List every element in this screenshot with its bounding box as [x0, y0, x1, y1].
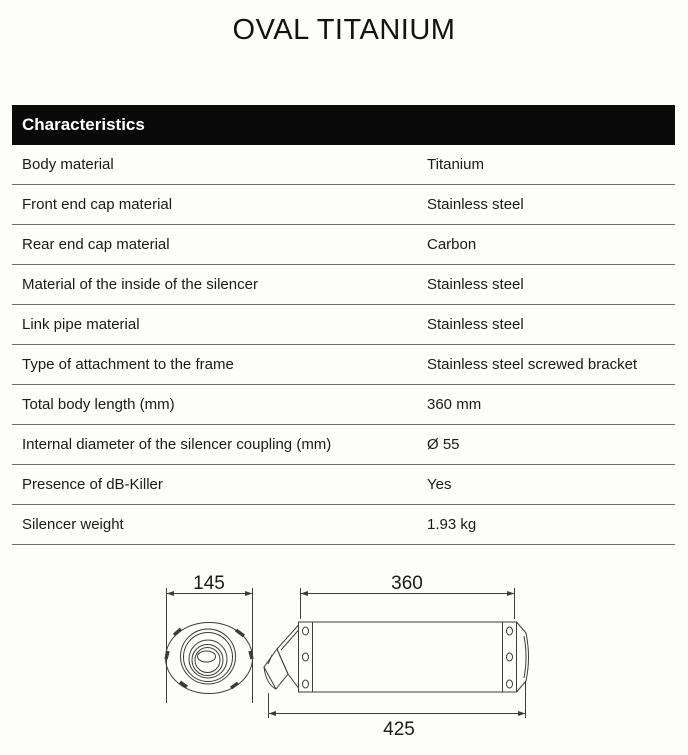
spec-value: Yes: [427, 476, 452, 493]
spec-value: Stainless steel: [427, 196, 524, 213]
spec-value: Stainless steel screwed bracket: [427, 356, 638, 373]
table-row: [12, 185, 675, 225]
spec-label: Internal diameter of the silencer coupling (mm): [22, 436, 332, 453]
spec-value: Stainless steel: [427, 276, 524, 293]
dimension-145-label: 145: [193, 573, 225, 594]
page-title: OVAL TITANIUM: [232, 14, 456, 46]
table-row: [12, 385, 675, 425]
silencer-diagram: [0, 555, 688, 750]
table-row: [12, 465, 675, 505]
spec-label: Type of attachment to the frame: [22, 356, 234, 373]
table-row: [12, 425, 675, 465]
spec-label: Presence of dB-Killer: [22, 476, 163, 493]
silencer-end-view: [166, 623, 253, 694]
spec-value: 360 mm: [427, 396, 482, 413]
table-row: [12, 345, 675, 385]
spec-label: Body material: [22, 156, 114, 173]
spec-label: Silencer weight: [22, 516, 124, 533]
spec-value: Ø 55: [427, 436, 460, 453]
dimension-425: [269, 681, 526, 718]
inlet-cone: [277, 625, 299, 688]
spec-label: Front end cap material: [22, 196, 173, 213]
link-pipe: [264, 649, 288, 689]
table-row: [12, 225, 675, 265]
spec-label: Material of the inside of the silencer: [22, 276, 258, 293]
rivets: [303, 627, 513, 688]
spec-value: Titanium: [427, 156, 484, 173]
table-row: [12, 305, 675, 345]
table-header: Characteristics: [12, 105, 675, 145]
technical-drawing: [0, 555, 688, 750]
silencer-side-view: [264, 622, 529, 692]
spec-value: Stainless steel: [427, 316, 524, 333]
spec-label: Rear end cap material: [22, 236, 170, 253]
rear-cap: [517, 622, 529, 692]
characteristics-table: [12, 105, 675, 545]
spec-label: Total body length (mm): [22, 396, 175, 413]
dimension-425-label: 425: [383, 719, 415, 740]
spec-value: 1.93 kg: [427, 516, 477, 533]
spec-label: Link pipe material: [22, 316, 140, 333]
table-row: [12, 505, 675, 545]
table-row: [12, 145, 675, 185]
rim-tick-marks: [166, 629, 252, 688]
table-row: [12, 265, 675, 305]
silencer-body: [313, 622, 503, 692]
spec-value: Carbon: [427, 236, 477, 253]
dimension-360-label: 360: [391, 573, 423, 594]
dimension-145: [167, 588, 253, 703]
